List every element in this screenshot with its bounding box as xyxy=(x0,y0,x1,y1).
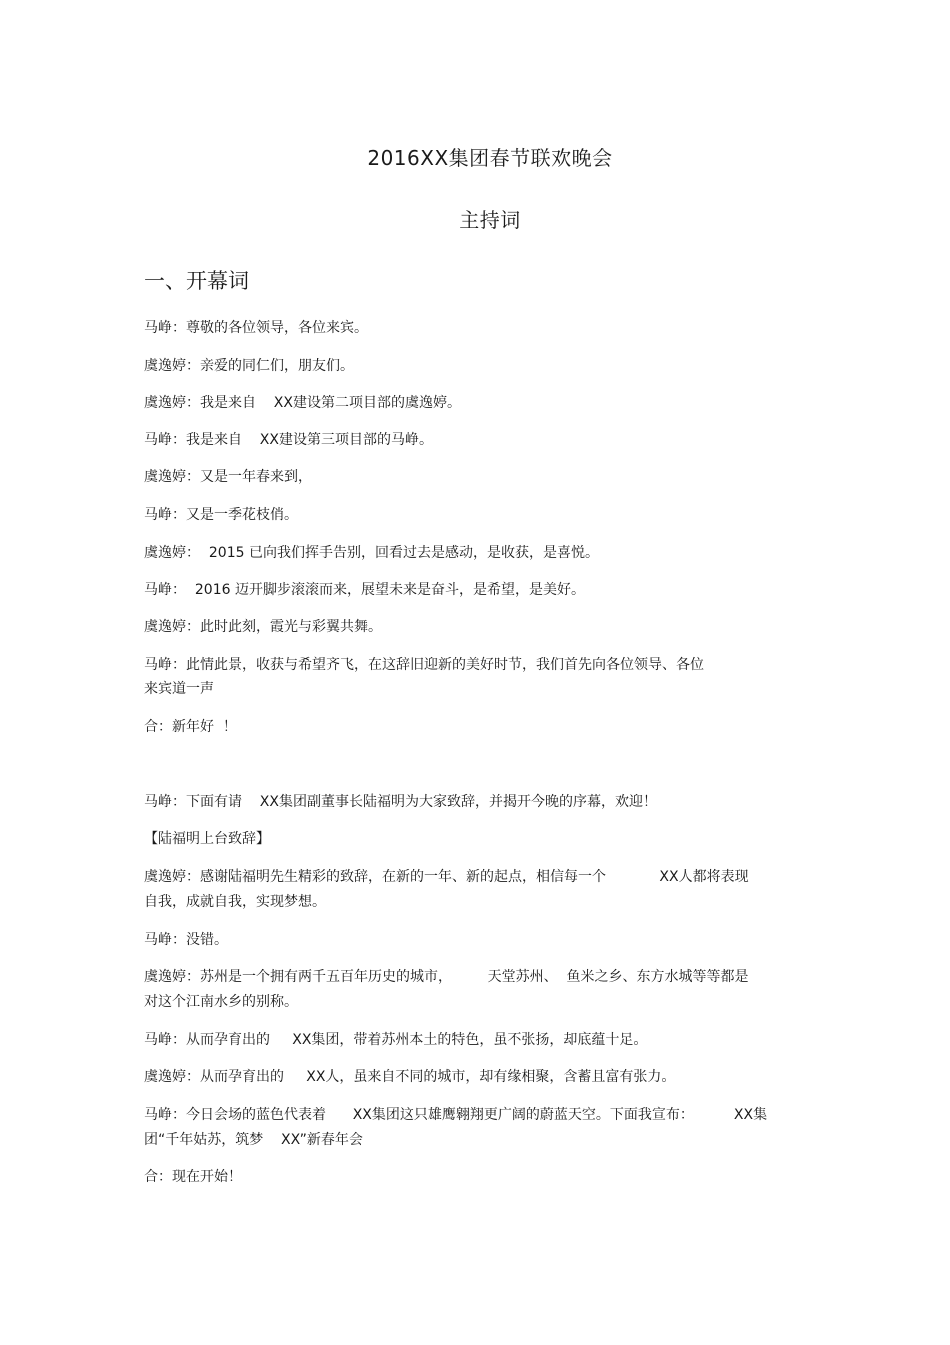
dialogue-line-continued: 来宾道一声 xyxy=(144,681,214,697)
dialogue-line-continued: 自我，成就自我，实现梦想。 xyxy=(144,894,326,910)
dialogue-line: 马峥：尊敬的各位领导，各位来宾。 xyxy=(144,320,368,336)
dialogue-line-continued: 团“千年姑苏，筑梦 XX”新春年会 xyxy=(144,1132,363,1148)
dialogue-line: 马峥：我是来自 XX建设第三项目部的马峥。 xyxy=(144,432,433,448)
stage-direction: 【陆福明上台致辞】 xyxy=(144,831,270,847)
dialogue-line: 虞逸婷：感谢陆福明先生精彩的致辞，在新的一年、新的起点，相信每一个 XX人都将表现 xyxy=(144,869,749,885)
document-title: 2016XX集团春节联欢晚会 xyxy=(367,146,613,170)
dialogue-line: 虞逸婷：苏州是一个拥有两千五百年历史的城市， 天堂苏州、 鱼米之乡、东方水城等等都是 xyxy=(144,969,749,985)
dialogue-line: 虞逸婷：亲爱的同仁们，朋友们。 xyxy=(144,358,354,374)
dialogue-line: 合：现在开始！ xyxy=(144,1169,242,1185)
dialogue-line: 马峥：又是一季花枝俏。 xyxy=(144,507,298,523)
dialogue-line: 马峥：下面有请 XX集团副董事长陆福明为大家致辞，并揭开今晚的序幕，欢迎！ xyxy=(144,794,657,810)
dialogue-line-continued: 对这个江南水乡的别称。 xyxy=(144,994,298,1010)
dialogue-line: 虞逸婷： 2015 已向我们挥手告别，回看过去是感动，是收获，是喜悦。 xyxy=(144,545,599,561)
dialogue-line: 马峥：今日会场的蓝色代表着 XX集团这只雄鹰翱翔更广阔的蔚蓝天空。下面我宣布： XX集 xyxy=(144,1107,768,1123)
dialogue-line: 虞逸婷：从而孕育出的 XX人，虽来自不同的城市，却有缘相聚，含蓄且富有张力。 xyxy=(144,1069,676,1085)
dialogue-line: 虞逸婷：我是来自 XX建设第二项目部的虞逸婷。 xyxy=(144,395,461,411)
dialogue-line: 虞逸婷：又是一年春来到， xyxy=(144,469,312,485)
dialogue-line: 合：新年好 ！ xyxy=(144,719,237,735)
dialogue-line: 马峥：从而孕育出的 XX集团，带着苏州本土的特色，虽不张扬，却底蕴十足。 xyxy=(144,1032,648,1048)
dialogue-line: 马峥： 2016 迈开脚步滚滚而来，展望未来是奋斗，是希望，是美好。 xyxy=(144,582,585,598)
dialogue-line: 马峥：没错。 xyxy=(144,932,228,948)
section-heading: 一、开幕词 xyxy=(144,269,249,293)
dialogue-line: 虞逸婷：此时此刻，霞光与彩翼共舞。 xyxy=(144,619,382,635)
dialogue-line: 马峥：此情此景，收获与希望齐飞，在这辞旧迎新的美好时节，我们首先向各位领导、各位 xyxy=(144,657,704,673)
document-subtitle: 主持词 xyxy=(459,208,521,232)
